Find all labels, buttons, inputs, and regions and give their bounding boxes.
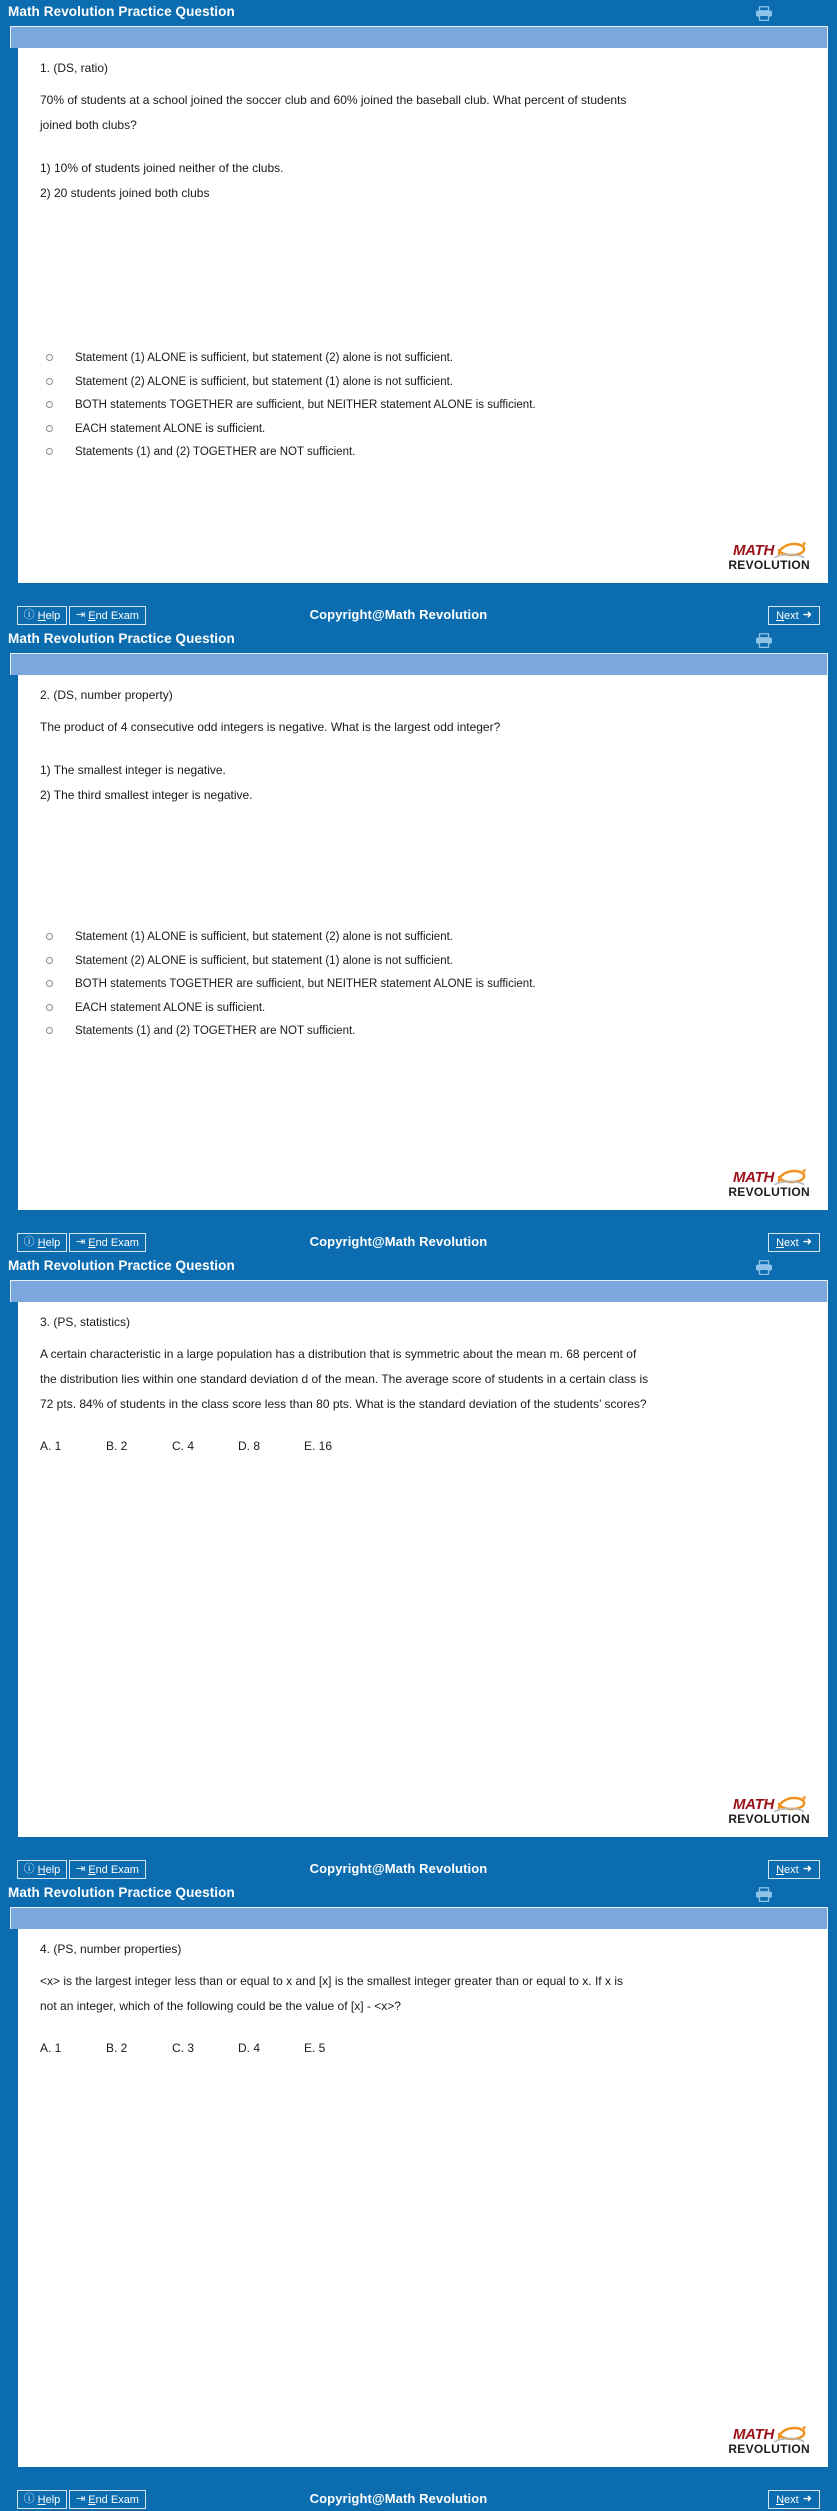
math-revolution-logo	[688, 1168, 810, 1202]
sub-header-band	[10, 26, 828, 48]
answer-choices-4	[40, 2041, 812, 2055]
statement-line: 2) 20 students joined both clubs	[40, 186, 210, 200]
answer-choice[interactable]: B. 2	[106, 2041, 128, 2055]
arrow-right-icon: ➜	[802, 2493, 812, 2505]
math-revolution-logo	[688, 1795, 810, 1829]
title-bar	[0, 1881, 837, 1907]
stem-line: the distribution lies within one standard deviation d of the mean. The average score of students in a certain class is	[40, 1372, 649, 1386]
statement-line: 1) The smallest integer is negative.	[40, 763, 226, 777]
logo-revolution-text: REVOLUTION	[728, 558, 810, 572]
next-button[interactable]	[768, 1233, 820, 1252]
next-label: Next	[776, 1863, 799, 1876]
question-mark-circle-icon: ⓘ	[23, 609, 35, 621]
answer-option[interactable]	[40, 927, 812, 951]
answer-option[interactable]	[40, 998, 812, 1022]
stem-line: 72 pts. 84% of students in the class score less than 80 pts. What is the standard deviation of the students’ scores?	[40, 1397, 647, 1411]
copyright-text: Copyright@Math Revolution	[309, 2491, 488, 2506]
answer-option-label: EACH statement ALONE is sufficient.	[75, 422, 266, 435]
question-stem-4	[40, 1969, 812, 2019]
question-statements-2	[40, 758, 812, 808]
exit-arrow-icon: ⇥	[76, 1236, 86, 1248]
footer-bar	[0, 2488, 837, 2511]
exit-arrow-icon: ⇥	[76, 2493, 86, 2505]
next-button[interactable]	[768, 1860, 820, 1879]
title-bar	[0, 0, 837, 26]
answer-option-label: Statement (1) ALONE is sufficient, but statement (2) alone is not sufficient.	[75, 931, 453, 943]
page-title: Math Revolution Practice Question	[8, 1885, 235, 1900]
stem-line: The product of 4 consecutive odd integers is negative. What is the largest odd integer?	[40, 720, 501, 734]
radio-circle-icon[interactable]	[46, 378, 53, 385]
title-bar	[0, 627, 837, 653]
radio-circle-icon[interactable]	[46, 933, 53, 940]
stem-line: A certain characteristic in a large population has a distribution that is symmetric about the mean m. 68 percent of	[40, 1347, 637, 1361]
question-stem-2	[40, 715, 812, 740]
logo-math-text: MATH	[732, 2426, 774, 2443]
answer-options-1	[40, 348, 812, 466]
title-bar	[0, 1254, 837, 1280]
stem-line: joined both clubs?	[40, 118, 137, 132]
question-stem-1	[40, 88, 812, 138]
answer-choice[interactable]: A. 1	[40, 2041, 62, 2055]
answer-option-label: Statements (1) and (2) TOGETHER are NOT sufficient.	[75, 446, 356, 458]
question-body	[18, 1302, 828, 1837]
end-exam-label: End Exam	[88, 2493, 139, 2506]
math-revolution-logo	[688, 541, 810, 575]
answer-option-label: Statement (2) ALONE is sufficient, but statement (1) alone is not sufficient.	[75, 954, 453, 967]
radio-circle-icon[interactable]	[46, 1004, 53, 1011]
printer-icon[interactable]	[755, 1260, 773, 1275]
question-mark-circle-icon: ⓘ	[23, 1863, 35, 1875]
arrow-right-icon: ➜	[802, 1863, 812, 1875]
answer-choice[interactable]: D. 4	[238, 2041, 261, 2055]
statement-line: 1) 10% of students joined neither of the clubs.	[40, 161, 284, 175]
question-mark-circle-icon: ⓘ	[23, 1236, 35, 1248]
question-label-3: 3. (PS, statistics)	[40, 1315, 131, 1329]
page-title: Math Revolution Practice Question	[8, 4, 235, 19]
answer-choice[interactable]: E. 5	[304, 2041, 326, 2055]
next-label: Next	[776, 609, 799, 622]
logo-math-text: MATH	[732, 1169, 774, 1186]
answer-option[interactable]	[40, 1021, 812, 1045]
answer-option-label: Statement (1) ALONE is sufficient, but statement (2) alone is not sufficient.	[75, 352, 453, 364]
answer-choices-3	[40, 1439, 812, 1453]
question-body	[18, 48, 828, 583]
end-exam-label: End Exam	[88, 1236, 139, 1249]
help-label: Help	[37, 2493, 61, 2506]
answer-choice[interactable]: E. 16	[304, 1439, 333, 1453]
question-slide-4	[0, 1881, 837, 2511]
copyright-text: Copyright@Math Revolution	[309, 1861, 488, 1876]
answer-option[interactable]	[40, 951, 812, 975]
copyright-text: Copyright@Math Revolution	[309, 607, 488, 622]
help-label: Help	[37, 1863, 61, 1876]
next-button[interactable]	[768, 2490, 820, 2509]
question-label-2: 2. (DS, number property)	[40, 688, 173, 702]
answer-option-label: BOTH statements TOGETHER are sufficient, but NEITHER statement ALONE is sufficient.	[75, 978, 536, 990]
radio-circle-icon[interactable]	[46, 354, 53, 361]
radio-circle-icon[interactable]	[46, 448, 53, 455]
answer-option[interactable]	[40, 419, 812, 443]
answer-option[interactable]	[40, 395, 812, 419]
question-slide-2	[0, 627, 837, 1254]
end-exam-label: End Exam	[88, 1863, 139, 1876]
question-body	[18, 675, 828, 1210]
copyright-text: Copyright@Math Revolution	[309, 1234, 488, 1249]
logo-revolution-text: REVOLUTION	[728, 2442, 810, 2456]
footer-bar	[0, 1858, 837, 1881]
sub-header-band	[10, 1280, 828, 1302]
answer-option-label: BOTH statements TOGETHER are sufficient, but NEITHER statement ALONE is sufficient.	[75, 399, 536, 411]
answer-choice[interactable]: D. 8	[238, 1439, 261, 1453]
sub-header-band	[10, 653, 828, 675]
question-slide-3	[0, 1254, 837, 1881]
question-statements-1	[40, 156, 812, 206]
question-stem-3	[40, 1342, 812, 1417]
end-exam-label: End Exam	[88, 609, 139, 622]
answer-choice[interactable]: A. 1	[40, 1439, 62, 1453]
logo-revolution-text: REVOLUTION	[728, 1185, 810, 1199]
printer-icon[interactable]	[755, 6, 773, 21]
radio-circle-icon[interactable]	[46, 957, 53, 964]
next-label: Next	[776, 1236, 799, 1249]
help-label: Help	[37, 609, 61, 622]
logo-math-text: MATH	[732, 542, 774, 559]
help-label: Help	[37, 1236, 61, 1249]
answer-choice[interactable]: B. 2	[106, 1439, 128, 1453]
printer-icon[interactable]	[755, 1887, 773, 1902]
radio-circle-icon[interactable]	[46, 980, 53, 987]
exit-arrow-icon: ⇥	[76, 1863, 86, 1875]
footer-bar	[0, 604, 837, 627]
question-body	[18, 1929, 828, 2467]
page-title: Math Revolution Practice Question	[8, 1258, 235, 1273]
math-revolution-logo	[688, 2425, 810, 2459]
answer-option[interactable]	[40, 348, 812, 372]
printer-icon[interactable]	[755, 633, 773, 648]
sub-header-band	[10, 1907, 828, 1929]
answer-option-label: Statement (2) ALONE is sufficient, but statement (1) alone is not sufficient.	[75, 375, 453, 388]
radio-circle-icon[interactable]	[46, 401, 53, 408]
arrow-right-icon: ➜	[802, 1236, 812, 1248]
answer-option-label: Statements (1) and (2) TOGETHER are NOT sufficient.	[75, 1025, 356, 1037]
arrow-right-icon: ➜	[802, 609, 812, 621]
answer-choice[interactable]: C. 3	[172, 2041, 195, 2055]
radio-circle-icon[interactable]	[46, 1027, 53, 1034]
stem-line: <x> is the largest integer less than or equal to x and [x] is the smallest integer greater than or equal to x. If x is	[40, 1974, 623, 1988]
answer-option[interactable]	[40, 372, 812, 396]
next-button[interactable]	[768, 606, 820, 625]
stem-line: 70% of students at a school joined the soccer club and 60% joined the baseball club. What percent of students	[40, 93, 627, 107]
stem-line: not an integer, which of the following could be the value of [x] - <x>?	[40, 1999, 401, 2013]
next-label: Next	[776, 2493, 799, 2506]
statement-line: 2) The third smallest integer is negative.	[40, 788, 253, 802]
logo-revolution-text: REVOLUTION	[728, 1812, 810, 1826]
answer-choice[interactable]: C. 4	[172, 1439, 195, 1453]
answer-option[interactable]	[40, 442, 812, 466]
question-label-1: 1. (DS, ratio)	[40, 61, 109, 75]
answer-options-2	[40, 927, 812, 1045]
question-mark-circle-icon: ⓘ	[23, 2493, 35, 2505]
radio-circle-icon[interactable]	[46, 425, 53, 432]
logo-math-text: MATH	[732, 1796, 774, 1813]
footer-bar	[0, 1231, 837, 1254]
exit-arrow-icon: ⇥	[76, 609, 86, 621]
page-title: Math Revolution Practice Question	[8, 631, 235, 646]
answer-option-label: EACH statement ALONE is sufficient.	[75, 1001, 266, 1014]
question-label-4: 4. (PS, number properties)	[40, 1942, 182, 1956]
answer-option[interactable]	[40, 974, 812, 998]
question-slide-1	[0, 0, 837, 627]
